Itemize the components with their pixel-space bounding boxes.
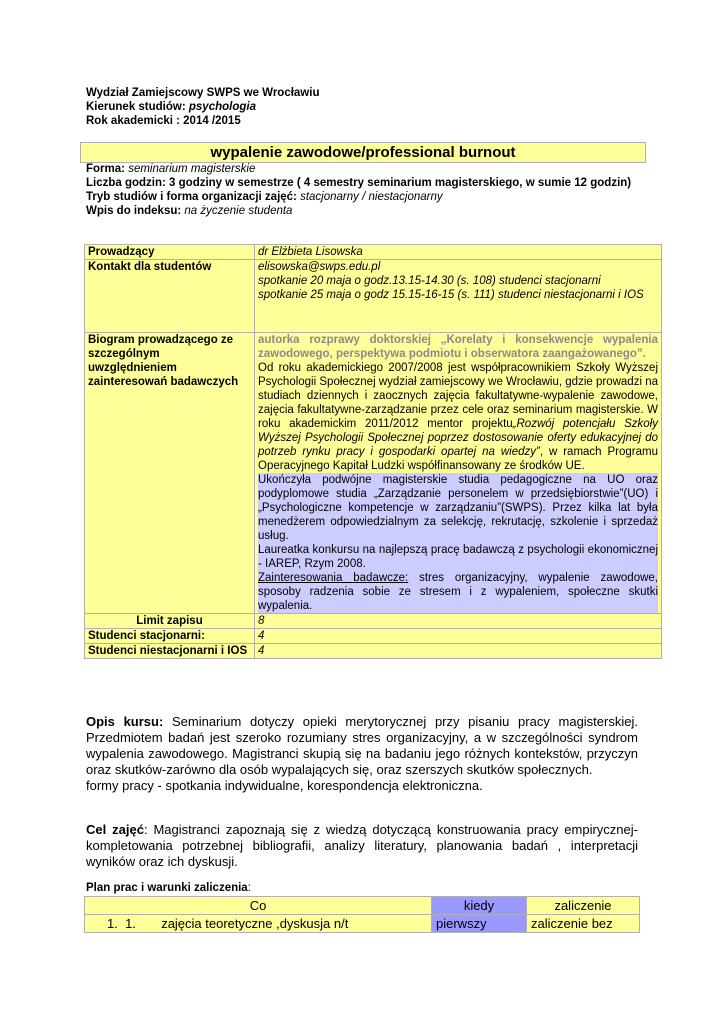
instructor-value: dr Elżbieta Lisowska <box>255 245 662 260</box>
bio-dissertation: autorka rozprawy doktorskiej „Korelaty i konsekwencje wypalenia zawodowego, perspektywa podmiotu i obserwatora zaangażowanego”. <box>258 334 658 360</box>
faculty-line: Wydział Zamiejscowy SWPS we Wrocławiu <box>86 87 320 99</box>
plan-cell-credit: zaliczenie bez <box>527 915 640 933</box>
plan-cell-when: pierwszy <box>432 915 527 933</box>
table-row <box>85 644 662 659</box>
contact-meeting-2: spotkanie 25 maja o godz 15.15-16-15 (s. 111) studenci niestacjonarni i IOS <box>258 289 644 301</box>
full-time-label: Studenci stacjonarni: <box>85 629 255 644</box>
description-forms: formy pracy - spotkania indywidualne, korespondencja elektroniczna. <box>86 778 483 793</box>
biography-label: Biogram prowadzącego ze szczególnym uwzględnieniem zainteresowań badawczych <box>85 333 255 614</box>
full-time-value: 4 <box>255 629 662 644</box>
instructor-label: Prowadzący <box>85 245 255 260</box>
index-line: Wpis do indeksu: na życzenie studenta <box>86 205 293 217</box>
academic-year-line: Rok akademicki : 2014 /2015 <box>86 115 241 127</box>
plan-header-what: Co <box>85 897 432 915</box>
table-row <box>85 614 662 629</box>
plan-title: Plan prac i warunki zaliczenia: <box>86 882 251 894</box>
table-row <box>85 260 662 333</box>
field-of-study-line: Kierunek studiów: psychologia <box>86 101 256 113</box>
form-line: Forma: seminarium magisterskie <box>86 163 256 175</box>
contact-meeting-1: spotkanie 20 maja o godz.13.15-14.30 (s. 108) studenci stacjonarni <box>258 275 601 287</box>
plan-table <box>84 896 640 933</box>
course-info <box>86 162 646 218</box>
mode-line: Tryb studiów i forma organizacji zajęć: stacjonarny / niestacjonarny <box>86 191 443 203</box>
course-description <box>86 714 638 794</box>
table-row <box>85 897 640 915</box>
document-header <box>86 86 319 128</box>
contact-email[interactable]: elisowska@swps.edu.pl <box>258 261 381 273</box>
plan-cell-what: 1. 1. zajęcia teoretyczne ,dyskusja n/t <box>85 915 432 933</box>
biography-value <box>255 333 662 614</box>
contact-value <box>255 260 662 333</box>
table-row <box>85 915 640 933</box>
limit-label: Limit zapisu <box>85 614 255 629</box>
hours-line: Liczba godzin: 3 godziny w semestrze ( 4 semestry seminarium magisterskiego, w sumie 12 godzin) <box>86 177 632 189</box>
limit-value: 8 <box>255 614 662 629</box>
details-table <box>84 244 662 659</box>
plan-header-when: kiedy <box>432 897 527 915</box>
course-title: wypalenie zawodowe/professional burnout <box>80 142 646 163</box>
bio-paragraph-2: Ukończyła podwójne magisterskie studia pedagogiczne na UO oraz podyplomowe studia „Zarządzanie personelem w przedsiębiorstwie”(UO) i „Psychologiczne kompetencje w zarządzaniu”(SWPS). Przez kilka lat była menedżerem odpowiedzialnym za selekcję, rekrutację, szkolenie i sprzedaż usług. <box>258 474 658 542</box>
contact-label: Kontakt dla studentów <box>85 260 255 333</box>
bio-research-interests: Zainteresowania badawcze: stres organizacyjny, wypalenie zawodowe, sposoby radzenia sobie ze stresem i z wypaleniem, społeczne skutki wypalenia. <box>258 572 658 612</box>
table-row <box>85 333 662 614</box>
bio-paragraph-1: Od roku akademickiego 2007/2008 jest współpracownikiem Szkoły Wyższej Psychologii Społecznej wydział zamiejscowy we Wrocławiu, gdzie prowadzi na studiach dziennych i zaocznych zajęcia fakultatywne-wypalenie zawodowe, zajęcia fakultatywne-zarządzanie przez cele oraz seminarium magisterskie. W roku akademickim 2011/2012 mentor projektu„Rozwój potencjału Szkoły Wyższej Psychologii Społecznej poprzez dostosowanie oferty edukacyjnej do potrzeb rynku pracy i gospodarki opartej na wiedzy”, w ramach Programu Operacyjnego Kapitał Ludzki współfinansowany ze środków UE. <box>258 362 658 472</box>
part-time-label: Studenci niestacjonarni i IOS <box>85 644 255 659</box>
table-row <box>85 629 662 644</box>
table-row <box>85 245 662 260</box>
bio-paragraph-3: Laureatka konkursu na najlepszą pracę badawczą z psychologii ekonomicznej - IAREP, Rzym 2008. <box>258 544 658 570</box>
plan-header-credit: zaliczenie <box>527 897 640 915</box>
description-text: Opis kursu: Seminarium dotyczy opieki merytorycznej przy pisaniu pracy magisterskiej. Przedmiotem badań jest szeroko rozumiany stres organizacyjny, a w szczególności syndrom wypalenia zawodowego. Magistranci skupią się na badaniu jego różnych kontekstów, przyczyn oraz skutków-zarówno dla osób wypalających się, oraz szerszych skutków społecznych. <box>86 714 638 777</box>
course-goal: Cel zajęć: Magistranci zapoznają się z wiedzą dotyczącą konstruowania pracy empirycznej-kompletowania potrzebnej bibliografii, analizy literatury, planowania badań , interpretacji wyników oraz ich dyskusji. <box>86 822 638 869</box>
part-time-value: 4 <box>255 644 662 659</box>
